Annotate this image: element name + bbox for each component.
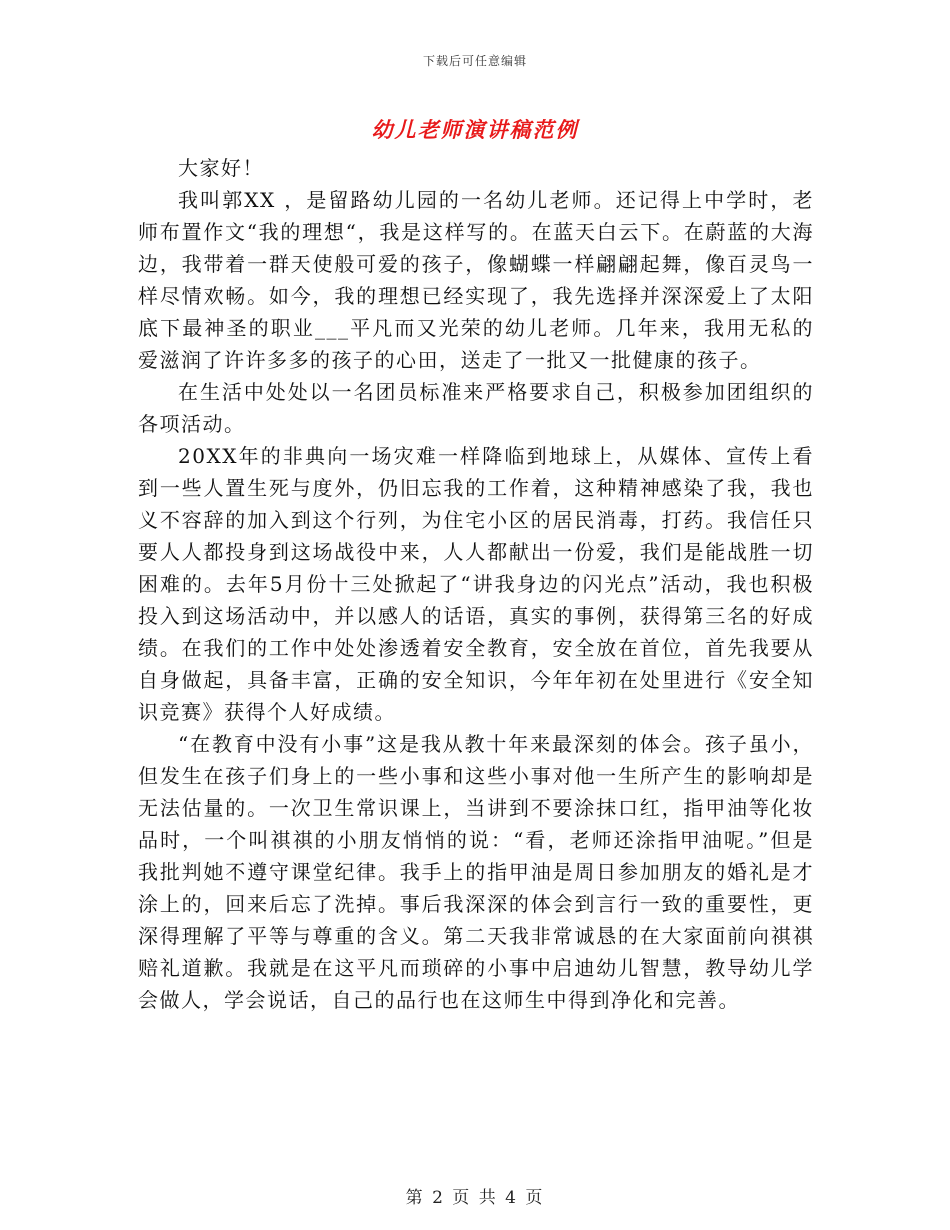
- paragraph-education-story: “在教育中没有小事”这是我从教十年来最深刻的体会。孩子虽小，但发生在孩子们身上的一些小事和这些小事对他一生所产生的影响却是无法估量的。一次卫生常识课上，当讲到不要涂抹口红，指甲油等化妆品时，一个叫祺祺的小朋友悄悄的说：“看，老师还涂指甲油呢。”但是我批判她不遵守课堂纪律。我手上的指甲油是周日参加朋友的婚礼是才涂上的，回来后忘了洗掉。事后我深深的体会到言行一致的重要性，更深得理解了平等与尊重的含义。第二天我非常诚恳的在大家面前向祺祺赔礼道歉。我就是在这平凡而琐碎的小事中启迪幼儿智慧，教导幼儿学会做人，学会说话，自己的品行也在这师生中得到净化和完善。: [138, 732, 814, 1012]
- paragraph-greeting: 大家好！: [178, 156, 264, 180]
- paragraph-sars-safety: 20XX年的非典向一场灾难一样降临到地球上，从媒体、宣传上看到一些人置生死与度外，仍旧忘我的工作着，这种精神感染了我，我也义不容辞的加入到这个行列，为住宅小区的居民消毒，打药。我信任只要人人都投身到这场战役中来，人人都献出一份爱，我们是能战胜一切困难的。去年5月份十三处掀起了“讲我身边的闪光点”活动，我也积极投入到这场活动中，并以感人的话语，真实的事例，获得第三名的好成绩。在我们的工作中处处渗透着安全教育，安全放在首位，首先我要从自身做起，具备丰富，正确的安全知识，今年年初在处里进行《安全知识竞赛》获得个人好成绩。: [138, 444, 814, 724]
- paragraph-team-member: 在生活中处处以一名团员标准来严格要求自己，积极参加团组织的各项活动。: [138, 380, 814, 436]
- page-header-note: 下载后可任意编辑: [422, 54, 527, 68]
- paragraph-introduction: 我叫郭XX ，是留路幼儿园的一名幼儿老师。还记得上中学时，老师布置作文“我的理想“，我是这样写的。在蓝天白云下。在蔚蓝的大海边，我带着一群天使般可爱的孩子，像蝴蝶一样翩翩起舞，像百灵鸟一样尽情欢畅。如今，我的理想已经实现了，我先选择并深深爱上了太阳底下最神圣的职业___平凡而又光荣的幼儿老师。几年来，我用无私的爱滋润了许许多多的孩子的心田，送走了一批又一批健康的孩子。: [138, 188, 814, 372]
- document-title: 幼儿老师演讲稿范例: [371, 118, 579, 142]
- document-body: [138, 152, 814, 1016]
- page-footer-number: 第 2 页 共 4 页: [405, 1188, 545, 1208]
